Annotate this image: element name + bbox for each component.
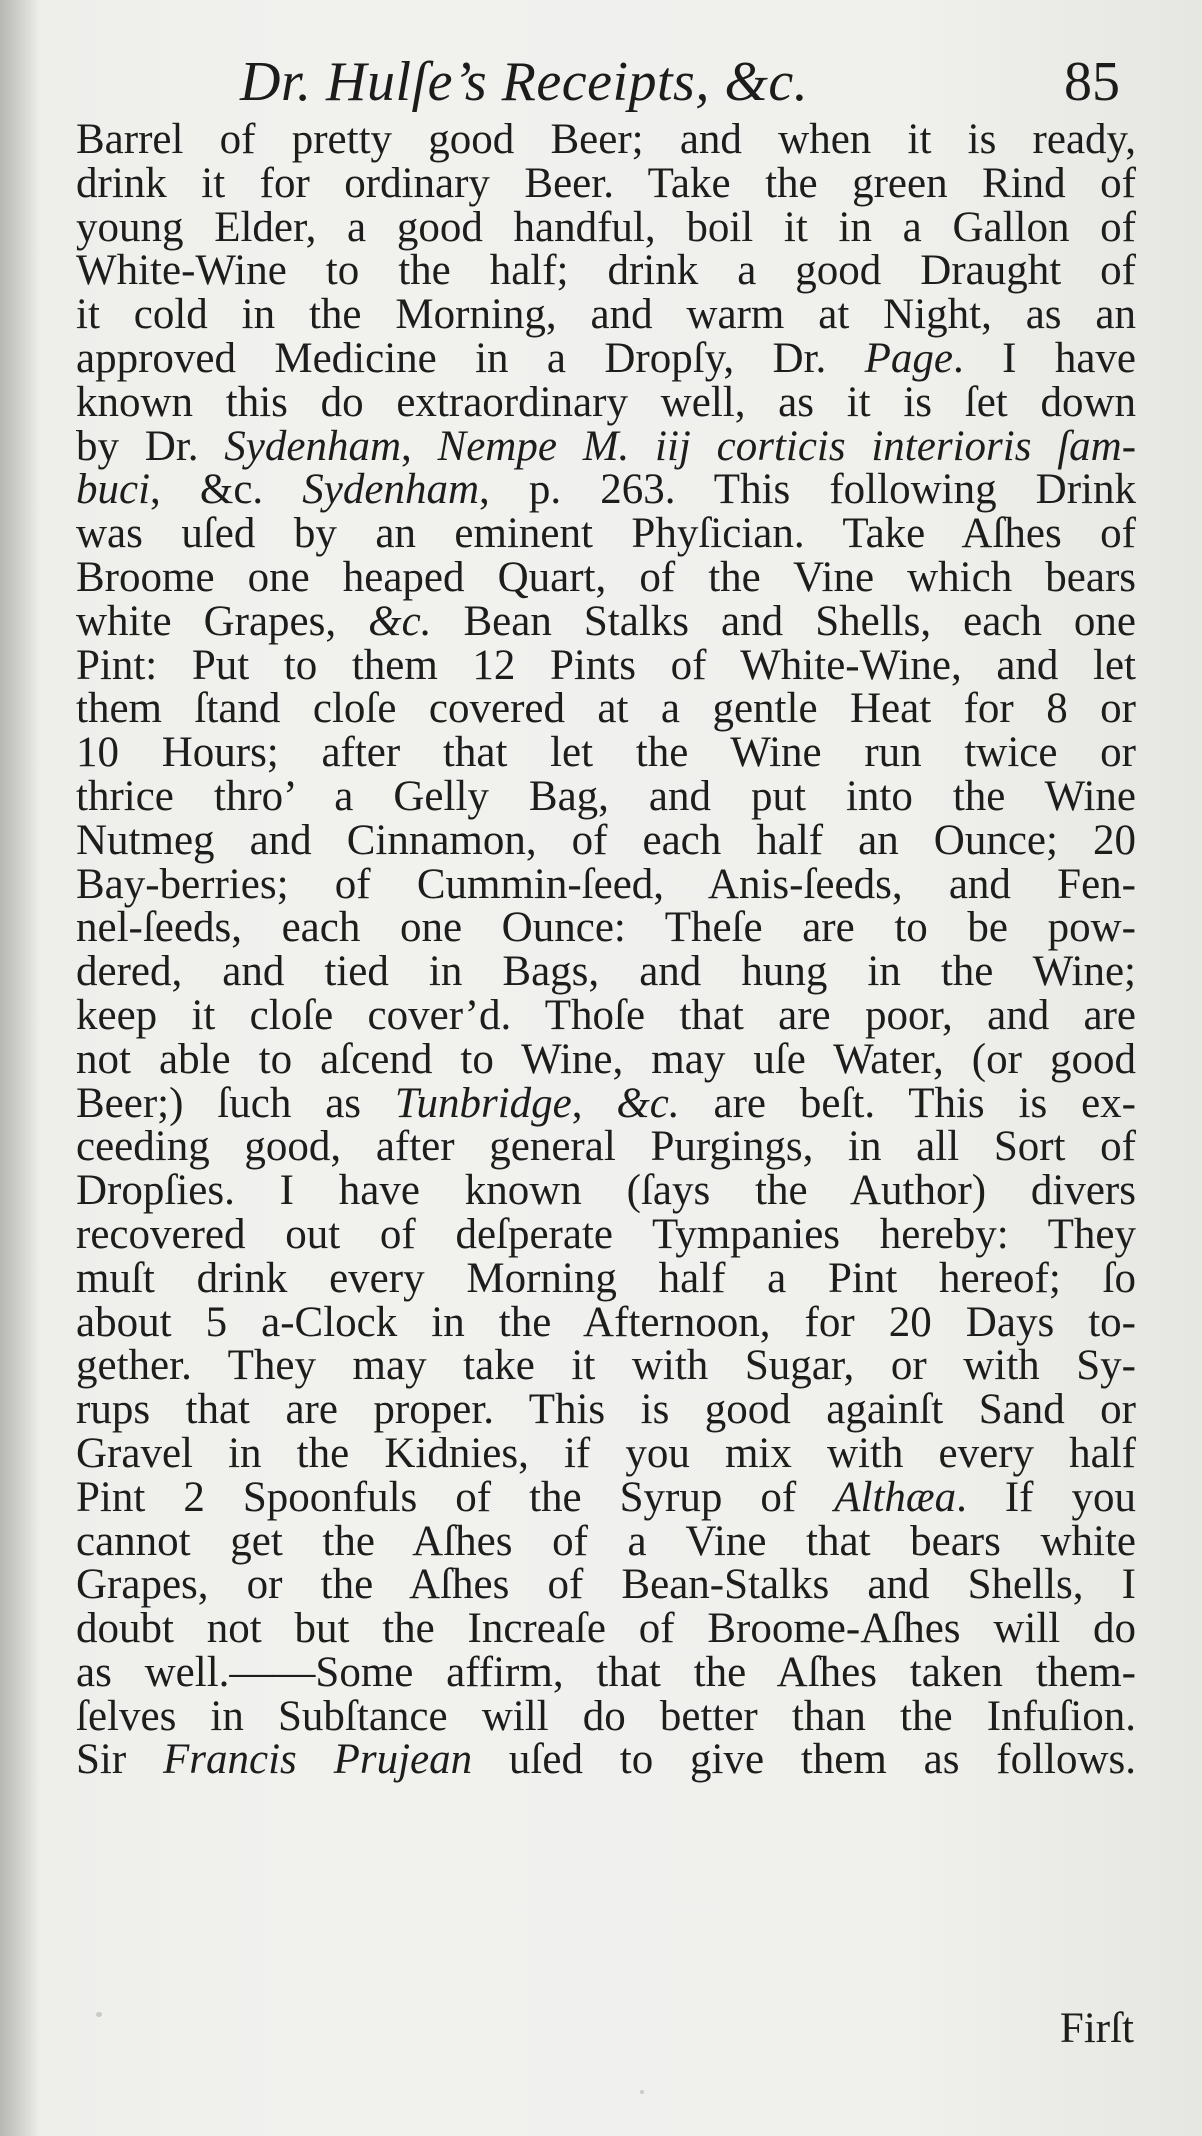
paper-speck bbox=[640, 2090, 644, 2094]
paper-speck bbox=[1010, 1320, 1013, 1323]
text-line: not able to aſcend to Wine, may uſe Water, (or good bbox=[76, 1035, 1136, 1083]
text-line: Pint 2 Spoonfuls of the Syrup of Althæa. If you bbox=[76, 1473, 1136, 1521]
text-line: ceeding good, after general Purgings, in all Sort of bbox=[76, 1123, 1136, 1171]
text-line: by Dr. Sydenham, Nempe M. iij corticis interioris ſam- bbox=[76, 422, 1137, 470]
text-line: White-Wine to the half; drink a good Draught of bbox=[76, 247, 1136, 295]
text-line: nel-ſeeds, each one Ounce: Theſe are to be pow- bbox=[76, 904, 1136, 952]
text-line: buci, &c. Sydenham, p. 263. This following Drink bbox=[76, 466, 1136, 514]
text-line: Pint: Put to them 12 Pints of White-Wine, and let bbox=[76, 641, 1136, 689]
text-line: Gravel in the Kidnies, if you mix with every half bbox=[76, 1429, 1136, 1477]
running-title: Dr. Hulſe’s Receipts, &c. bbox=[240, 51, 809, 113]
text-line: Nutmeg and Cinnamon, of each half an Ounce; 20 bbox=[76, 816, 1136, 864]
text-line: ſelves in Subſtance will do better than the Infuſion. bbox=[76, 1692, 1136, 1740]
text-line: muſt drink every Morning half a Pint hereof; ſo bbox=[76, 1254, 1136, 1302]
paper-speck bbox=[96, 2012, 102, 2017]
text-line: recovered out of deſperate Tympanies hereby: They bbox=[76, 1210, 1136, 1258]
text-line: Grapes, or the Aſhes of Bean-Stalks and Shells, I bbox=[76, 1561, 1136, 1609]
body-text bbox=[76, 118, 1136, 1782]
text-line: Barrel of pretty good Beer; and when it is ready, bbox=[76, 116, 1136, 163]
text-line: Beer;) ſuch as Tunbridge, &c. are beſt. This is ex- bbox=[76, 1079, 1136, 1127]
page-header bbox=[240, 50, 1120, 120]
text-line: Bay-berries; of Cummin-ſeed, Anis-ſeeds, and Fen- bbox=[76, 860, 1136, 908]
text-line: Sir Francis Prujean uſed to give them as follows. bbox=[76, 1736, 1136, 1784]
text-line: gether. They may take it with Sugar, or with Sy- bbox=[76, 1342, 1136, 1390]
text-line: approved Medicine in a Dropſy, Dr. Page. I have bbox=[76, 334, 1136, 382]
text-line: rups that are proper. This is good againſt Sand or bbox=[76, 1386, 1136, 1434]
text-line: drink it for ordinary Beer. Take the green Rind of bbox=[76, 159, 1136, 207]
text-line: cannot get the Aſhes of a Vine that bears white bbox=[76, 1517, 1136, 1565]
text-line: as well.——Some affirm, that the Aſhes taken them- bbox=[76, 1648, 1136, 1696]
text-line: white Grapes, &c. Bean Stalks and Shells, each one bbox=[76, 597, 1136, 645]
text-line: them ſtand cloſe covered at a gentle Heat for 8 or bbox=[76, 685, 1136, 733]
text-line: known this do extraordinary well, as it is ſet down bbox=[76, 378, 1136, 426]
text-line: Broome one heaped Quart, of the Vine which bears bbox=[76, 553, 1136, 601]
text-line: Dropſies. I have known (ſays the Author) divers bbox=[76, 1167, 1136, 1215]
text-line: dered, and tied in Bags, and hung in the Wine; bbox=[76, 948, 1136, 996]
text-line: thrice thro’ a Gelly Bag, and put into the Wine bbox=[76, 772, 1136, 820]
text-line: doubt not but the Increaſe of Broome-Aſhes will do bbox=[76, 1605, 1136, 1653]
gutter-shadow bbox=[0, 0, 40, 2136]
text-line: was uſed by an eminent Phyſician. Take Aſhes of bbox=[76, 510, 1136, 558]
text-line: 10 Hours; after that let the Wine run twice or bbox=[76, 729, 1136, 777]
text-line: young Elder, a good handful, boil it in a Gallon of bbox=[76, 203, 1136, 251]
catchword: Firſt bbox=[1059, 2005, 1134, 2052]
text-line: it cold in the Morning, and warm at Night, as an bbox=[76, 291, 1136, 339]
page-number: 85 bbox=[1064, 51, 1120, 113]
text-line: keep it cloſe cover’d. Thoſe that are poor, and are bbox=[76, 991, 1136, 1039]
text-line: about 5 a-Clock in the Afternoon, for 20 Days to- bbox=[76, 1298, 1136, 1346]
